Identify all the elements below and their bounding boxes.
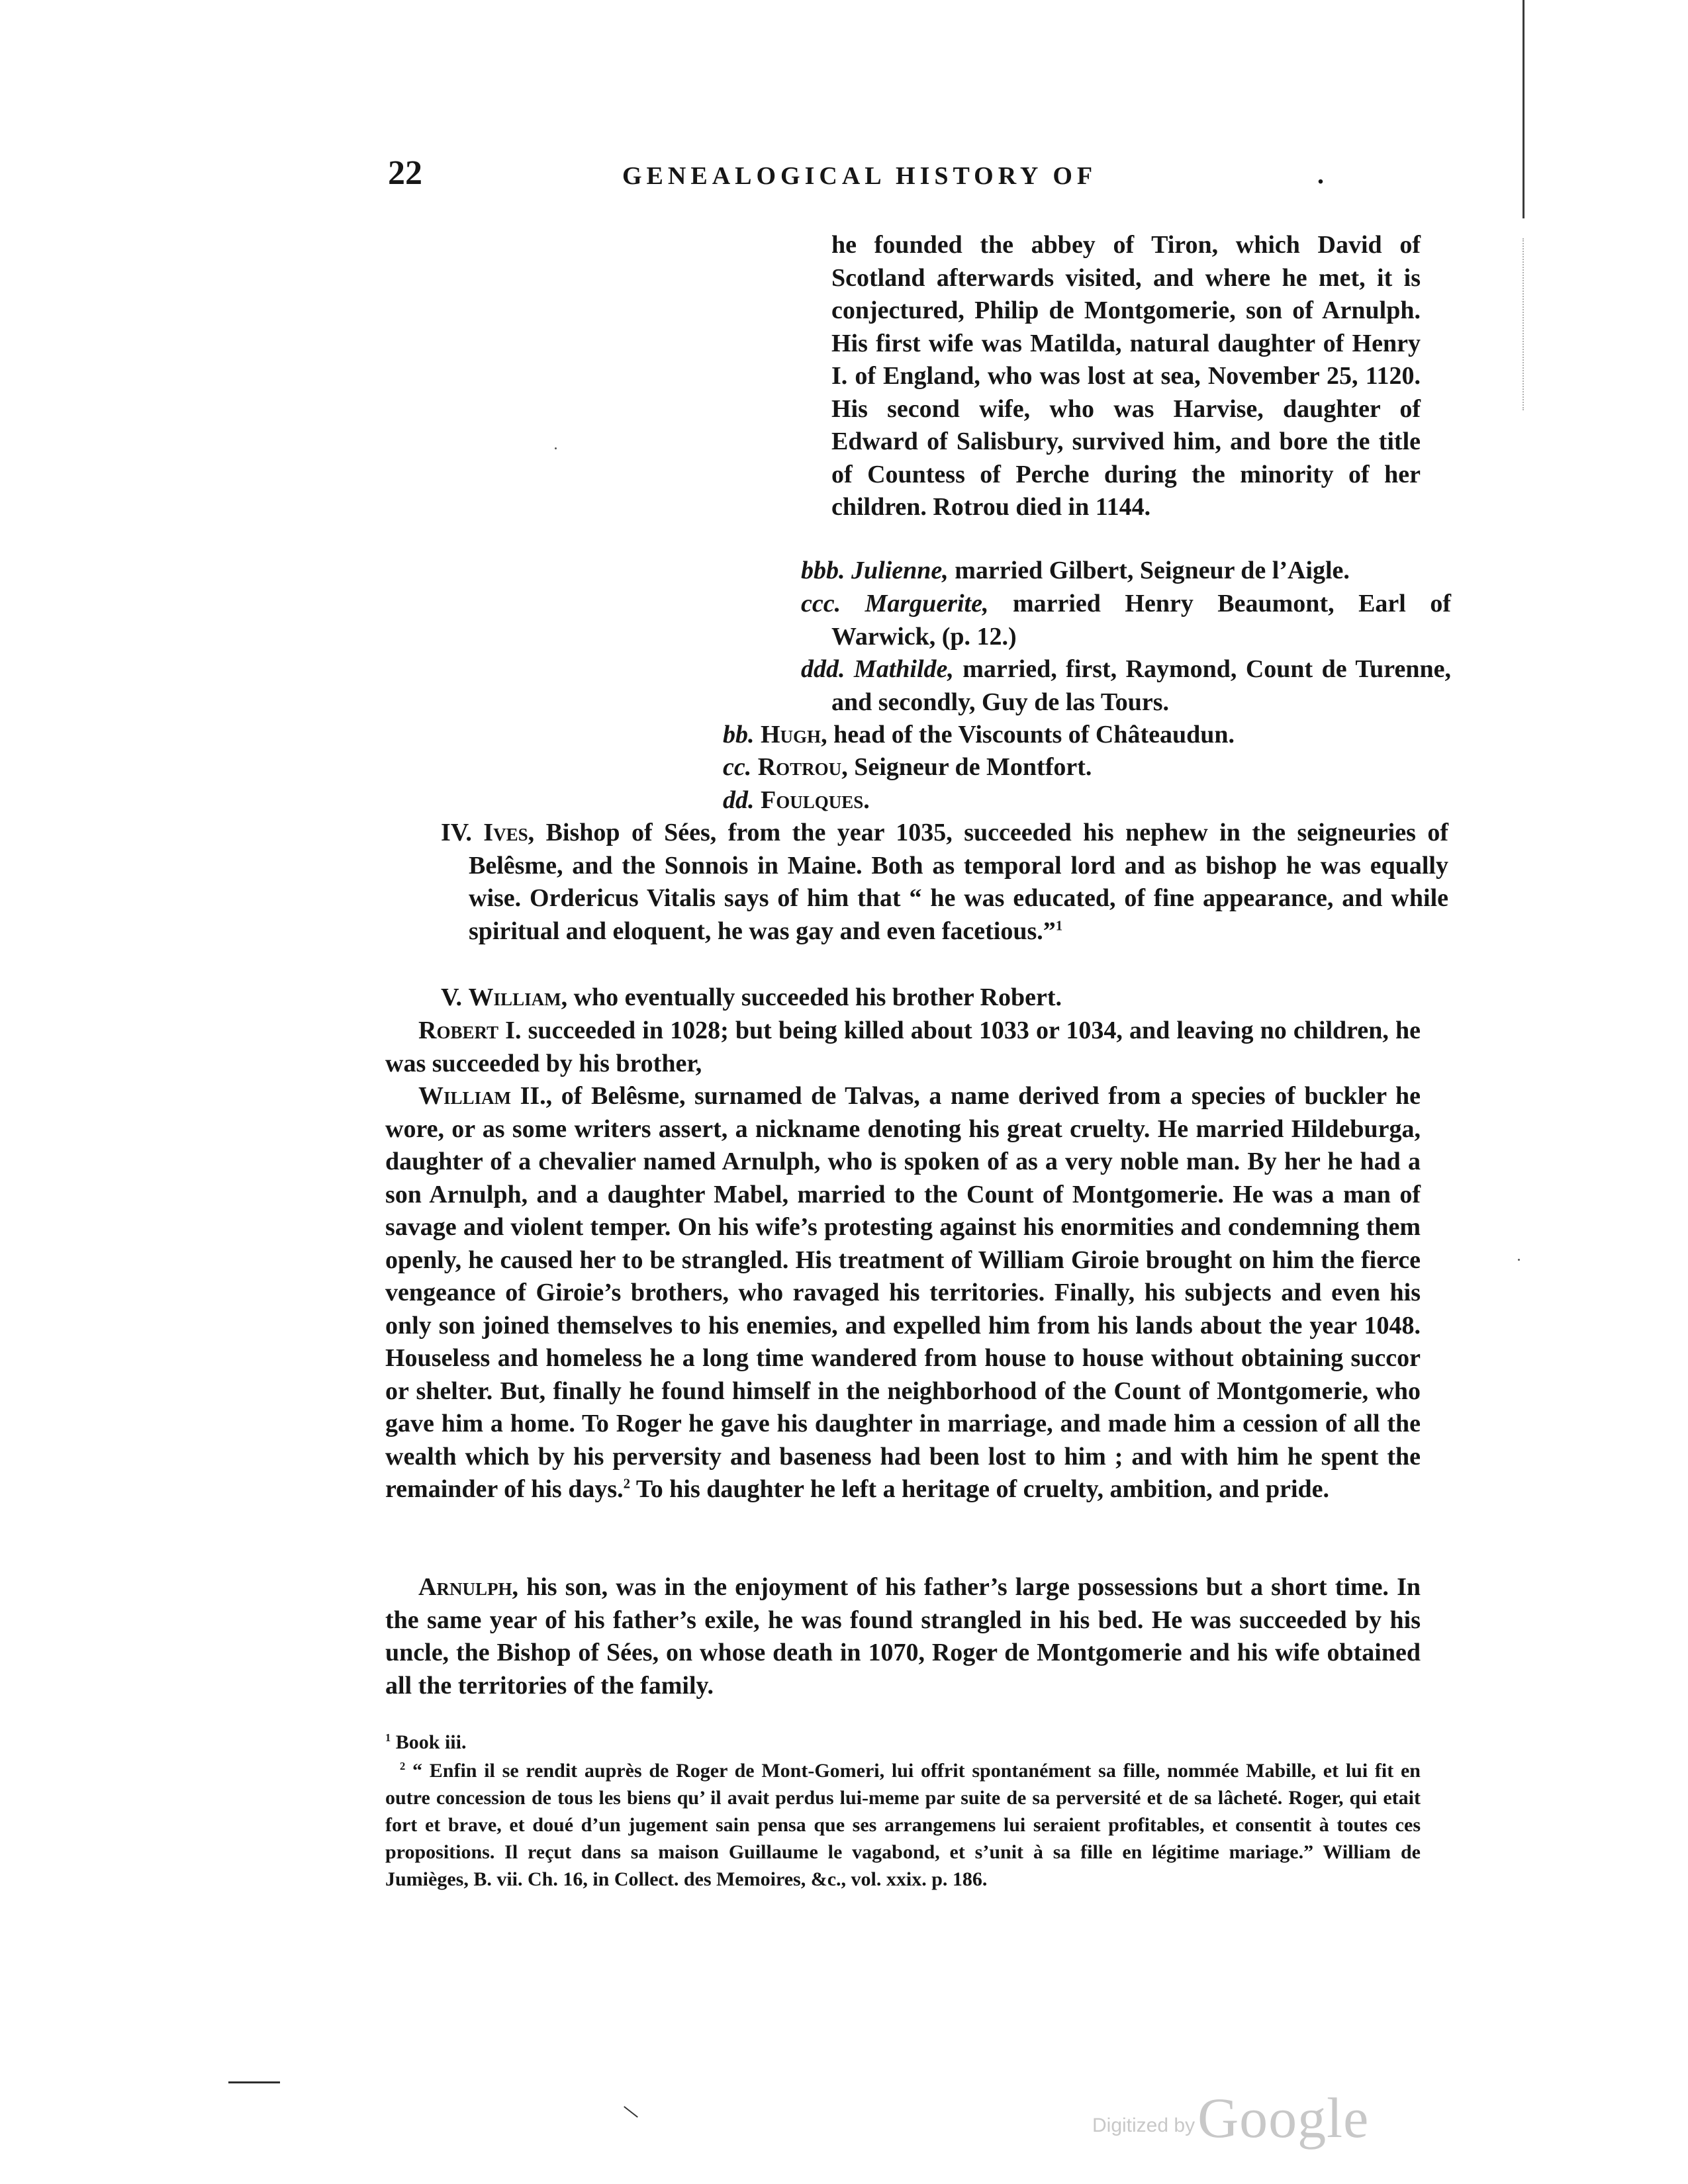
entry-marker: ccc. <box>801 590 841 617</box>
entry-name: Hugh <box>761 721 821 749</box>
google-logo: Google <box>1197 2086 1370 2150</box>
scan-edge-line <box>1523 0 1524 218</box>
entry-marker: bb. <box>723 721 755 749</box>
paragraph-name: Arnulph <box>418 1573 512 1601</box>
entry-name: Marguerite, <box>865 590 989 617</box>
entry-marker: bbb. <box>801 557 845 584</box>
entry-text: , who eventually succeeded his brother Robert. <box>561 983 1062 1011</box>
running-head-mark: . <box>1317 159 1324 189</box>
paragraph-arnulph <box>385 1571 1421 1702</box>
entry-rotrou <box>723 751 1421 784</box>
scan-speck <box>1518 1259 1520 1261</box>
footnote-mark: 2 <box>400 1760 406 1772</box>
scan-mark-tick <box>624 2106 638 2118</box>
entry-marker: dd. <box>723 786 755 814</box>
paragraph-william <box>385 1080 1421 1506</box>
entry-ives <box>441 817 1448 948</box>
scan-mark-dash <box>228 2081 280 2083</box>
entry-foulques <box>723 784 1421 817</box>
scan-edge-specks <box>1523 238 1525 410</box>
paragraph-text: II., of Belêsme, surnamed de Talvas, a name derived from a species of buckler he wore, or as some writers assert, a nickname denoting his great cruelty. He married Hildeburga, daughter of a chevalier named Arnulph, who is spoken of as a very noble man. By her he had a son Arnulph, and a daughter Mabel, married to the Count of Montgomerie. He was a man of savage and violent temper. On his wife’s protesting against his enormities and condemning them openly, he caused her to be strangled. His treatment of William Giroie brought on him the fierce vengeance of Giroie’s brothers, who ravaged his territories. Finally, his subjects and even his only son joined themselves to his enemies, and expelled him from his lands about the year 1048. Houseless and homeless he a long time wandered from house to house without obtaining succor or shelter. But, finally he found himself in the neighborhood of the Count of Montgomerie, who gave him a home. To Roger he gave his daughter in marriage, and made him a cession of all the wealth which by his perversity and baseness had been lost to him ; and with him he spent the remainder of his days. <box>385 1082 1421 1503</box>
footnote-1 <box>385 1729 1421 1756</box>
entry-text: married, first, Raymond, Count de Turenne, and secondly, Guy de las Tours. <box>831 655 1451 716</box>
entry-name: William <box>468 983 561 1011</box>
entry-name: Foulques <box>761 786 864 814</box>
paragraph-tiron: he founded the abbey of Tiron, which David of Scotland afterwards visited, and where he met, it is conjectured, Philip de Montgomerie, son of Arnulph. His first wife was Matilda, natural daughter of Henry I. of England, who was lost at sea, November 25, 1120. His second wife, who was Harvise, daughter of Edward of Salisbury, survived him, and bore the title of Countess of Perche during the minority of her children. Rotrou died in 1144. <box>831 231 1421 521</box>
entry-text: married Gilbert, Seigneur de l’Aigle. <box>948 557 1350 584</box>
footnote-ref: 2 <box>623 1475 631 1492</box>
paragraph-name: Robert <box>418 1017 499 1044</box>
paragraph-robert <box>385 1015 1421 1080</box>
footnote-ref: 1 <box>1055 917 1063 933</box>
entry-text: , Bishop of Sées, from the year 1035, succeeded his nephew in the seigneuries of Belêsme, and the Sonnois in Maine. Both as temporal lord and as bishop he was equally wise. Ordericus Vitalis says of him that “ he was educated, of fine appearance, and while spiritual and eloquent, he was gay and even facetious.” <box>469 819 1448 945</box>
entry-numeral: V. <box>441 983 469 1011</box>
scan-speck <box>555 447 557 449</box>
entry-text: . <box>863 786 870 814</box>
paragraph-text-continued: To his daughter he left a heritage of cruelty, ambition, and pride. <box>630 1475 1330 1503</box>
footnote-mark: 1 <box>385 1731 391 1744</box>
entry-name: Ives <box>483 819 528 846</box>
paragraph-text: , his son, was in the enjoyment of his father’s large possessions but a short time. In the same year of his father’s exile, he was found strangled in his bed. He was succeeded by his uncle, the Bishop of Sées, on whose death in 1070, Roger de Montgomerie and his wife obtained all the territories of the family. <box>385 1573 1421 1700</box>
entry-marker: cc. <box>723 753 752 781</box>
footnote-text: “ Enfin il se rendit auprès de Roger de Mont-Gomeri, lui offrit spontanément sa fille, nommée Mabille, et lui fit en outre concession de tous les biens qu’ il avait perdus lui-meme par suite de sa perversité et de sa lâcheté. Roger, qui etait fort et brave, et doué d’un jugement sain pensa que ses arrangemens lui seraient profitables, et consentit à toutes ces propositions. Il reçut dans sa maison Guillaume le vagabond, et s’unit à sa fille en légitime mariage.” William de Jumièges, B. vii. Ch. 16, in Collect. des Memoires, &c., vol. xxix. p. 186. <box>385 1760 1421 1890</box>
paragraph-name: William <box>418 1082 512 1110</box>
paragraph-text: I. succeeded in 1028; but being killed about 1033 or 1034, and leaving no children, he was succeeded by his brother, <box>385 1017 1421 1077</box>
entry-hugh <box>723 719 1421 752</box>
footnote-text: Book iii. <box>391 1731 467 1753</box>
entry-text: , head of the Viscounts of Châteaudun. <box>821 721 1235 749</box>
entry-name: Rotrou <box>757 753 842 781</box>
entry-william <box>441 981 1421 1015</box>
footnote-2 <box>385 1757 1421 1893</box>
entry-text: married Henry Beaumont, Earl of Warwick, (p. 12.) <box>831 590 1451 651</box>
entry-name: Julienne, <box>851 557 949 584</box>
entry-julienne <box>801 555 1451 588</box>
entry-text: , Seigneur de Montfort. <box>841 753 1092 781</box>
digitized-by-google-watermark <box>1092 2085 1369 2151</box>
running-head: GENEALOGICAL HISTORY OF <box>622 162 1098 190</box>
entry-name: Mathilde, <box>853 655 954 683</box>
entry-numeral: IV. <box>441 819 484 846</box>
entry-marker: ddd. <box>801 655 845 683</box>
watermark-prefix: Digitized by <box>1092 2115 1196 2136</box>
page-number: 22 <box>388 154 422 192</box>
entry-mathilde <box>801 653 1451 719</box>
entry-marguerite <box>801 588 1451 653</box>
